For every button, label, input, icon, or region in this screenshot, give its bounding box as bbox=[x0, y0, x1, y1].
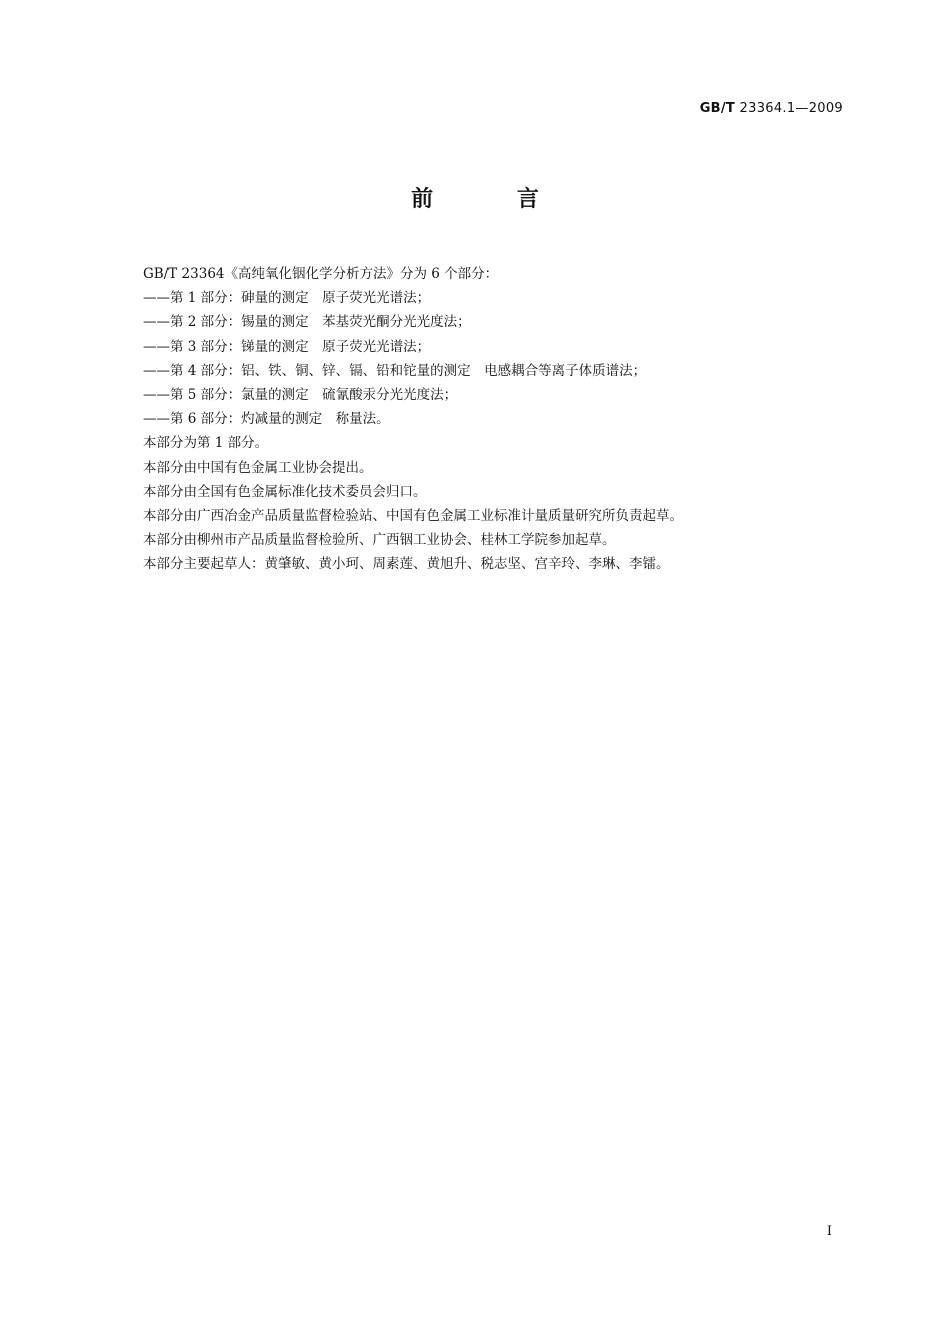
list-item-part-6: ——第 6 部分：灼减量的测定 称量法。 bbox=[143, 411, 390, 428]
paragraph-drafting-participants: 本部分由柳州市产品质量监督检验所、广西铟工业协会、桂林工学院参加起草。 bbox=[143, 532, 616, 549]
list-item-part-4: ——第 4 部分：铝、铁、铜、锌、镉、铅和铊量的测定 电感耦合等离子体质谱法； bbox=[143, 362, 647, 379]
document-body bbox=[143, 262, 823, 576]
paragraph-intro: GB/T 23364《高纯氧化铟化学分析方法》分为 6 个部分： bbox=[143, 266, 499, 282]
list-item-part-3: ——第 3 部分：锑量的测定 原子荧光光谱法； bbox=[143, 338, 431, 355]
standard-prefix: GB/T bbox=[699, 101, 736, 116]
paragraph-drafting-lead: 本部分由广西冶金产品质量监督检验站、中国有色金属工业标准计量质量研究所负责起草。 bbox=[143, 507, 683, 524]
list-item-part-1: ——第 1 部分：砷量的测定 原子荧光光谱法； bbox=[143, 290, 431, 307]
standard-code bbox=[700, 101, 843, 116]
list-item-part-5: ——第 5 部分：氯量的测定 硫氰酸汞分光光度法； bbox=[143, 386, 458, 403]
paragraph-proposer: 本部分由中国有色金属工业协会提出。 bbox=[143, 459, 373, 476]
page-title: 前 言 bbox=[411, 187, 577, 212]
list-item-part-2: ——第 2 部分：锡量的测定 苯基荧光酮分光光度法； bbox=[143, 314, 471, 331]
standard-number: 23364.1—2009 bbox=[739, 101, 843, 116]
paragraph-committee: 本部分由全国有色金属标准化技术委员会归口。 bbox=[143, 483, 427, 500]
paragraph-part-statement: 本部分为第 1 部分。 bbox=[143, 435, 269, 452]
paragraph-drafters: 本部分主要起草人：黄肇敏、黄小珂、周素莲、黄旭升、税志坚、宫辛玲、李琳、李镭。 bbox=[143, 556, 670, 573]
page-number: I bbox=[826, 1224, 832, 1239]
